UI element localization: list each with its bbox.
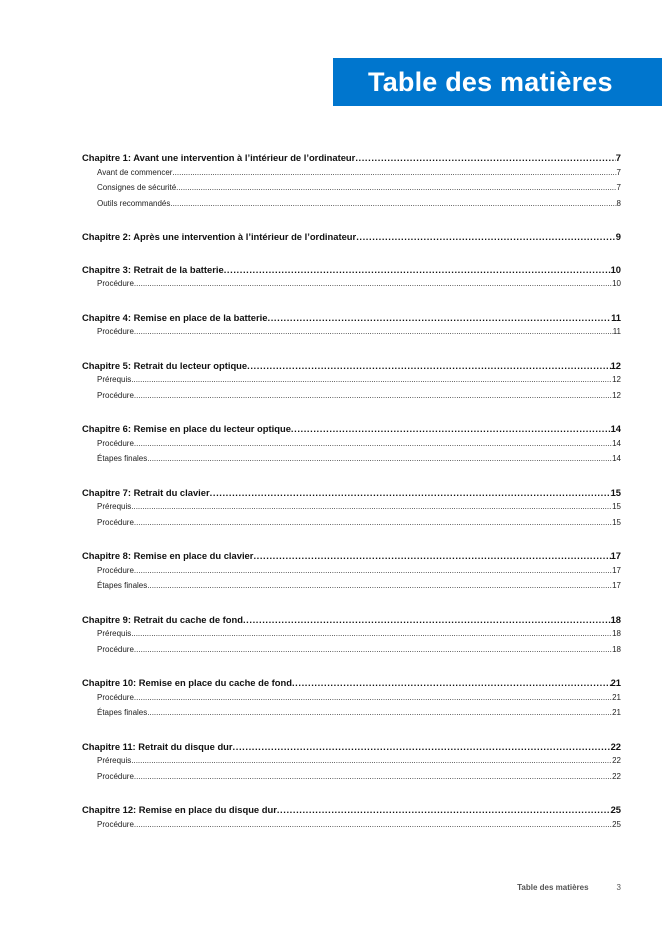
toc-section-page[interactable]: 14 bbox=[612, 454, 621, 463]
toc-leader-dots bbox=[134, 566, 612, 575]
toc-chapter bbox=[82, 741, 621, 788]
toc-chapter bbox=[82, 614, 621, 661]
toc-section-page[interactable]: 25 bbox=[612, 819, 621, 829]
toc-chapter-entry[interactable] bbox=[82, 550, 621, 566]
toc-section-title[interactable]: Étapes finales bbox=[97, 708, 148, 717]
toc-section-page[interactable]: 12 bbox=[612, 390, 621, 400]
toc-section-entry[interactable] bbox=[82, 518, 621, 534]
toc-chapter-page[interactable]: 12 bbox=[610, 359, 621, 371]
toc-chapter-entry[interactable] bbox=[82, 487, 621, 503]
footer-title: Table des matières bbox=[517, 883, 589, 892]
toc-section-title[interactable]: Prérequis bbox=[97, 629, 132, 638]
toc-section-title[interactable]: Procédure bbox=[97, 279, 134, 288]
toc-chapter bbox=[82, 487, 621, 534]
toc-section-title[interactable]: Consignes de sécurité bbox=[97, 183, 177, 192]
toc-leader-dots bbox=[147, 708, 612, 717]
toc-leader-dots bbox=[268, 312, 612, 323]
page-title: Table des matières bbox=[368, 66, 613, 97]
toc-chapter-title[interactable]: Chapitre 8: Remise en place du clavier bbox=[82, 550, 254, 561]
toc-chapter-title[interactable]: Chapitre 6: Remise en place du lecteur optique bbox=[82, 423, 291, 434]
toc-chapter-title[interactable]: Chapitre 11: Retrait du disque dur bbox=[82, 740, 233, 752]
toc-chapter-title[interactable]: Chapitre 9: Retrait du cache de fond bbox=[82, 613, 243, 625]
toc-chapter bbox=[82, 152, 621, 214]
toc-section-title[interactable]: Procédure bbox=[97, 771, 134, 781]
toc-section-title[interactable]: Procédure bbox=[97, 438, 134, 448]
toc-leader-dots bbox=[134, 772, 612, 781]
toc-chapter-entry[interactable] bbox=[82, 614, 621, 630]
toc-section-page[interactable]: 12 bbox=[612, 375, 621, 384]
toc-section-page[interactable]: 8 bbox=[616, 198, 621, 208]
toc-leader-dots bbox=[134, 820, 612, 829]
toc-section-page[interactable]: 17 bbox=[612, 565, 621, 575]
toc-chapter-entry[interactable] bbox=[82, 804, 621, 820]
toc-leader-dots bbox=[292, 677, 611, 688]
toc-leader-dots bbox=[134, 439, 612, 448]
toc-chapter bbox=[82, 264, 621, 295]
toc-section-entry[interactable] bbox=[82, 375, 621, 391]
toc-chapter-title[interactable]: Chapitre 3: Retrait de la batterie bbox=[82, 263, 224, 275]
toc-section-entry[interactable] bbox=[82, 772, 621, 788]
toc-leader-dots bbox=[277, 804, 611, 815]
toc-section-page[interactable]: 21 bbox=[612, 708, 621, 717]
toc-chapter-page[interactable]: 25 bbox=[610, 804, 621, 815]
toc-section-title[interactable]: Outils recommandés bbox=[97, 198, 171, 208]
toc-chapter-page[interactable]: 15 bbox=[610, 486, 621, 498]
toc-section-entry[interactable] bbox=[82, 168, 621, 184]
toc-chapter bbox=[82, 231, 621, 247]
toc-chapter-entry[interactable] bbox=[82, 312, 621, 328]
toc-section-entry[interactable] bbox=[82, 581, 621, 597]
toc-leader-dots bbox=[355, 152, 615, 163]
toc-section-page[interactable]: 21 bbox=[612, 692, 621, 702]
toc-chapter-entry[interactable] bbox=[82, 360, 621, 376]
toc-section-page[interactable]: 7 bbox=[616, 183, 621, 192]
toc-leader-dots bbox=[131, 756, 612, 765]
toc-leader-dots bbox=[233, 741, 611, 752]
toc-section-title[interactable]: Avant de commencer bbox=[97, 167, 173, 177]
toc-chapter-title[interactable]: Chapitre 4: Remise en place de la batterie bbox=[82, 311, 268, 323]
toc-leader-dots bbox=[253, 550, 610, 561]
toc-section-entry[interactable] bbox=[82, 183, 621, 199]
toc-section-entry[interactable] bbox=[82, 708, 621, 724]
toc-section-entry[interactable] bbox=[82, 327, 621, 343]
toc-chapter bbox=[82, 804, 621, 835]
toc-chapter-entry[interactable] bbox=[82, 741, 621, 757]
toc-leader-dots bbox=[134, 693, 612, 702]
toc-section-title[interactable]: Procédure bbox=[97, 692, 134, 702]
toc-chapter-title[interactable]: Chapitre 5: Retrait du lecteur optique bbox=[82, 359, 248, 371]
toc-leader-dots bbox=[356, 231, 616, 242]
toc-leader-dots bbox=[172, 168, 616, 177]
toc-section-entry[interactable] bbox=[82, 693, 621, 709]
toc-section-entry[interactable] bbox=[82, 502, 621, 518]
toc-section-title[interactable]: Prérequis bbox=[97, 375, 132, 384]
toc-section-title[interactable]: Procédure bbox=[97, 517, 134, 527]
toc-section-page[interactable]: 7 bbox=[616, 167, 621, 177]
footer-page-number: 3 bbox=[616, 883, 621, 892]
toc-chapter-page[interactable]: 7 bbox=[615, 152, 621, 163]
toc-section-entry[interactable] bbox=[82, 454, 621, 470]
toc-section-page[interactable]: 11 bbox=[612, 327, 621, 336]
toc-section-title[interactable]: Étapes finales bbox=[97, 454, 148, 463]
toc-chapter-title[interactable]: Chapitre 7: Retrait du clavier bbox=[82, 486, 210, 498]
toc-chapter-entry[interactable] bbox=[82, 677, 621, 693]
toc-leader-dots bbox=[147, 581, 612, 590]
toc-chapter-page[interactable]: 11 bbox=[611, 311, 621, 323]
toc-chapter bbox=[82, 423, 621, 470]
toc-chapter-entry[interactable] bbox=[82, 231, 621, 247]
toc-chapter-title[interactable]: Chapitre 1: Avant une intervention à l’intérieur de l’ordinateur bbox=[82, 152, 356, 163]
toc-section-page[interactable]: 22 bbox=[612, 771, 621, 781]
toc-leader-dots bbox=[131, 629, 612, 638]
toc-chapter-entry[interactable] bbox=[82, 264, 621, 280]
toc-chapter-page[interactable]: 14 bbox=[610, 423, 621, 434]
toc-section-entry[interactable] bbox=[82, 566, 621, 582]
toc-section-page[interactable]: 10 bbox=[612, 279, 621, 288]
toc-chapter-title[interactable]: Chapitre 2: Après une intervention à l’intérieur de l’ordinateur bbox=[82, 231, 357, 242]
toc-section-entry[interactable] bbox=[82, 391, 621, 407]
toc-section-page[interactable]: 22 bbox=[612, 756, 621, 765]
toc-section-title[interactable]: Procédure bbox=[97, 819, 134, 829]
toc-chapter-page[interactable]: 17 bbox=[610, 550, 621, 561]
toc-chapter bbox=[82, 677, 621, 724]
toc-leader-dots bbox=[134, 279, 612, 288]
toc-section-entry[interactable] bbox=[82, 645, 621, 661]
toc-section-page[interactable]: 15 bbox=[612, 502, 621, 511]
table-of-contents bbox=[82, 152, 621, 852]
toc-section-page[interactable]: 14 bbox=[612, 438, 621, 448]
toc-chapter bbox=[82, 312, 621, 343]
toc-leader-dots bbox=[210, 487, 611, 498]
toc-leader-dots bbox=[134, 645, 612, 654]
toc-chapter-page[interactable]: 22 bbox=[610, 740, 621, 752]
toc-chapter-page[interactable]: 9 bbox=[615, 231, 621, 242]
toc-chapter-page[interactable]: 18 bbox=[610, 613, 621, 625]
toc-section-title[interactable]: Procédure bbox=[97, 644, 134, 654]
toc-chapter-page[interactable]: 21 bbox=[610, 677, 621, 688]
page-title-banner bbox=[333, 58, 662, 106]
toc-section-entry[interactable] bbox=[82, 199, 621, 215]
toc-leader-dots bbox=[134, 391, 612, 400]
toc-leader-dots bbox=[147, 454, 612, 463]
toc-chapter-title[interactable]: Chapitre 12: Remise en place du disque dur bbox=[82, 804, 277, 815]
toc-section-page[interactable]: 18 bbox=[612, 644, 621, 654]
toc-leader-dots bbox=[134, 327, 613, 336]
toc-leader-dots bbox=[131, 375, 612, 384]
toc-section-entry[interactable] bbox=[82, 756, 621, 772]
toc-leader-dots bbox=[243, 614, 611, 625]
toc-section-entry[interactable] bbox=[82, 629, 621, 645]
toc-leader-dots bbox=[131, 502, 612, 511]
toc-section-page[interactable]: 18 bbox=[612, 629, 621, 638]
toc-chapter-entry[interactable] bbox=[82, 152, 621, 168]
toc-leader-dots bbox=[134, 518, 612, 527]
toc-section-title[interactable]: Procédure bbox=[97, 327, 134, 336]
toc-section-title[interactable]: Procédure bbox=[97, 390, 134, 400]
toc-section-title[interactable]: Étapes finales bbox=[97, 581, 148, 590]
toc-chapter-entry[interactable] bbox=[82, 423, 621, 439]
toc-section-entry[interactable] bbox=[82, 820, 621, 836]
page-footer bbox=[0, 883, 621, 892]
toc-leader-dots bbox=[224, 264, 611, 275]
toc-section-entry[interactable] bbox=[82, 439, 621, 455]
toc-section-entry[interactable] bbox=[82, 279, 621, 295]
toc-leader-dots bbox=[170, 199, 616, 208]
toc-section-title[interactable]: Prérequis bbox=[97, 502, 132, 511]
toc-chapter-page[interactable]: 10 bbox=[610, 263, 621, 275]
toc-leader-dots bbox=[247, 360, 610, 371]
toc-section-title[interactable]: Prérequis bbox=[97, 756, 132, 765]
toc-chapter bbox=[82, 360, 621, 407]
toc-section-title[interactable]: Procédure bbox=[97, 565, 134, 575]
toc-leader-dots bbox=[291, 423, 611, 434]
toc-chapter bbox=[82, 550, 621, 597]
toc-section-page[interactable]: 17 bbox=[612, 581, 621, 590]
toc-leader-dots bbox=[176, 183, 616, 192]
toc-section-page[interactable]: 15 bbox=[612, 517, 621, 527]
toc-chapter-title[interactable]: Chapitre 10: Remise en place du cache de fond bbox=[82, 677, 292, 688]
